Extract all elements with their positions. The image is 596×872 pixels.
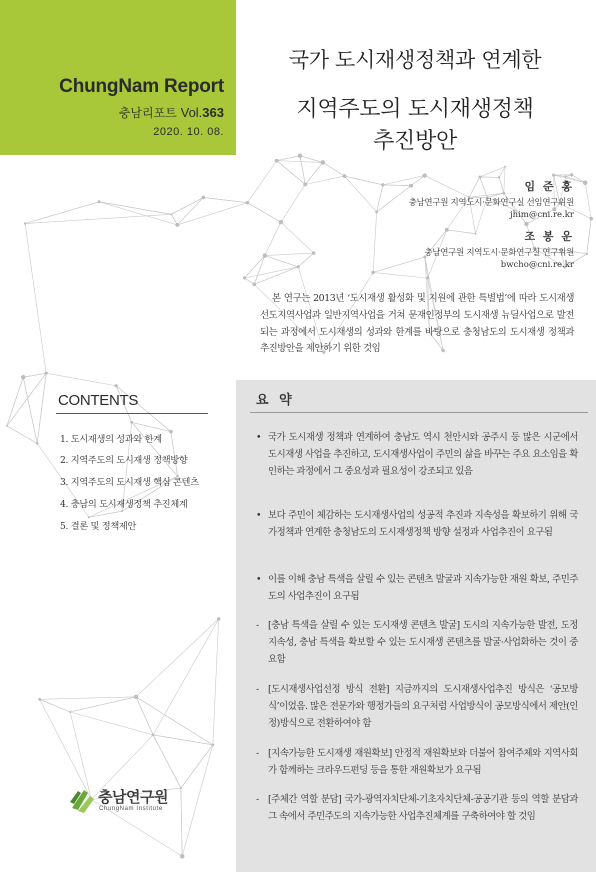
report-name: ChungNam Report (59, 76, 224, 97)
title-line-2: 지역주도의 도시재생정책 (296, 97, 534, 122)
summary-subitem-2 (256, 682, 578, 732)
author-1-affiliation: 충남연구원 지역도시·문화연구실 선임연구위원 (408, 198, 574, 208)
summary-divider (250, 412, 588, 413)
summary-subitem-1 (256, 618, 578, 668)
dash-marker: - (256, 794, 259, 805)
summary-subitem-4 (256, 792, 578, 826)
dash-marker: - (256, 748, 259, 759)
summary-subitem-text: [도시재생사업선정 방식 전환] 지금까지의 도시재생사업추진 방식은 ‘공모방식’이었음. 많은 전문가와 행정가들의 요구처럼 사업방식이 공모방식에서 제안(인정)방식으로 전환하여야 함 (268, 684, 578, 729)
author-2-email: bwcho@cni.re.kr (500, 260, 574, 270)
summary-bullet-text: 이를 이해 충남 특색을 살릴 수 있는 콘텐츠 발굴과 지속가능한 재원 확보, 주민주도의 사업추진이 요구됨 (268, 574, 578, 602)
contents-divider (56, 413, 208, 414)
bullet-marker: • (256, 510, 262, 521)
toc-item-2: 2. 지역주도의 도시재생 정책방향 (60, 455, 188, 466)
title-line-3: 추진방안 (373, 129, 457, 154)
toc-item-4: 4. 충남의 도시재생정책 추진체계 (60, 499, 188, 510)
contents-title: CONTENTS (58, 392, 139, 409)
author-1-email: jhim@cni.re.kr (509, 210, 574, 220)
summary-title: 요 약 (256, 393, 295, 408)
report-volume-label: Vol. (180, 105, 203, 120)
report-volume-label-kr: 충남리포트 (118, 106, 177, 120)
author-2-name: 조 봉 운 (524, 230, 574, 243)
toc-item-1: 1. 도시재생의 성과와 한계 (60, 434, 162, 445)
summary-bullet-text: 보다 주민이 체감하는 도시재생사업의 성공적 추진과 지속성을 확보하기 위해 국가정책과 연계한 충청남도의 도시재생정책 방향 설정과 사업추진이 요구됨 (268, 510, 578, 538)
abstract-paragraph: 본 연구는 2013년 ‘도시재생 활성화 및 지원에 관한 특별법’에 따라 도시재생 선도지역사업과 일반지역사업을 거쳐 문재인정부의 도시재생 뉴딜사업으로 발전되는 과정에서 도시재생의 성과와 한계를 바탕으로 충청남도의 도시재생 정책과 추진방안을 제안하기 위한 것임 (260, 293, 574, 355)
logo-mark-icon (68, 784, 96, 814)
report-volume-number: 363 (202, 105, 224, 120)
report-header-block (0, 0, 236, 155)
summary-bullet-2 (256, 508, 578, 542)
summary-bullet-text: 국가 도시재생 정책과 연계하여 충남도 역시 천안시와 공주시 등 많은 시군에서 도시재생 사업을 추진하고, 도시재생사업이 주민의 삶을 바꾸는 주요 요소임을 확인하는 과정에서 그 중요성과 필요성이 강조되고 있음 (268, 432, 578, 477)
logo-text: 충남연구원 (98, 788, 168, 806)
summary-subitem-text: [충남 특색을 살릴 수 있는 도시재생 콘텐츠 발굴] 도시의 지속가능한 발전, 도정 지속성, 충남 특색을 확보할 수 있는 도시재생 콘텐츠를 발굴·사업화하는 것이 중요함 (268, 620, 578, 665)
summary-subitem-text: [주체간 역할 분담] 국가-광역자치단체-기초자치단체-공공기관 등의 역할 분담과 그 속에서 주민주도의 지속가능한 사업추진체계를 구축하여야 할 것임 (268, 794, 578, 822)
toc-item-5: 5. 결론 및 정책제안 (60, 521, 137, 532)
summary-bullet-3 (256, 572, 578, 606)
bullet-marker: • (256, 432, 262, 443)
report-date: 2020. 10. 08. (153, 126, 224, 138)
summary-subitem-3 (256, 746, 578, 780)
title-line-1: 국가 도시재생정책과 연계한 (288, 48, 542, 72)
dash-marker: - (256, 620, 259, 631)
report-volume (119, 104, 224, 121)
bullet-marker: • (256, 574, 262, 585)
logo-subtext: ChungNam Institute (99, 806, 163, 812)
summary-bullet-1 (256, 430, 578, 480)
summary-box (236, 380, 596, 872)
toc-item-3: 3. 지역주도의 도시재생 핵심 콘텐츠 (60, 477, 199, 488)
summary-subitem-text: [지속가능한 도시재생 재원확보] 안정적 재원확보와 더불어 참여주체와 지역사회가 함께하는 크라우드펀딩 등을 통한 재원확보가 요구됨 (268, 748, 578, 776)
author-1-name: 임 준 홍 (524, 180, 574, 193)
author-2-affiliation: 충남연구원 지역도시·문화연구실 연구위원 (424, 248, 574, 258)
dash-marker: - (256, 684, 259, 695)
